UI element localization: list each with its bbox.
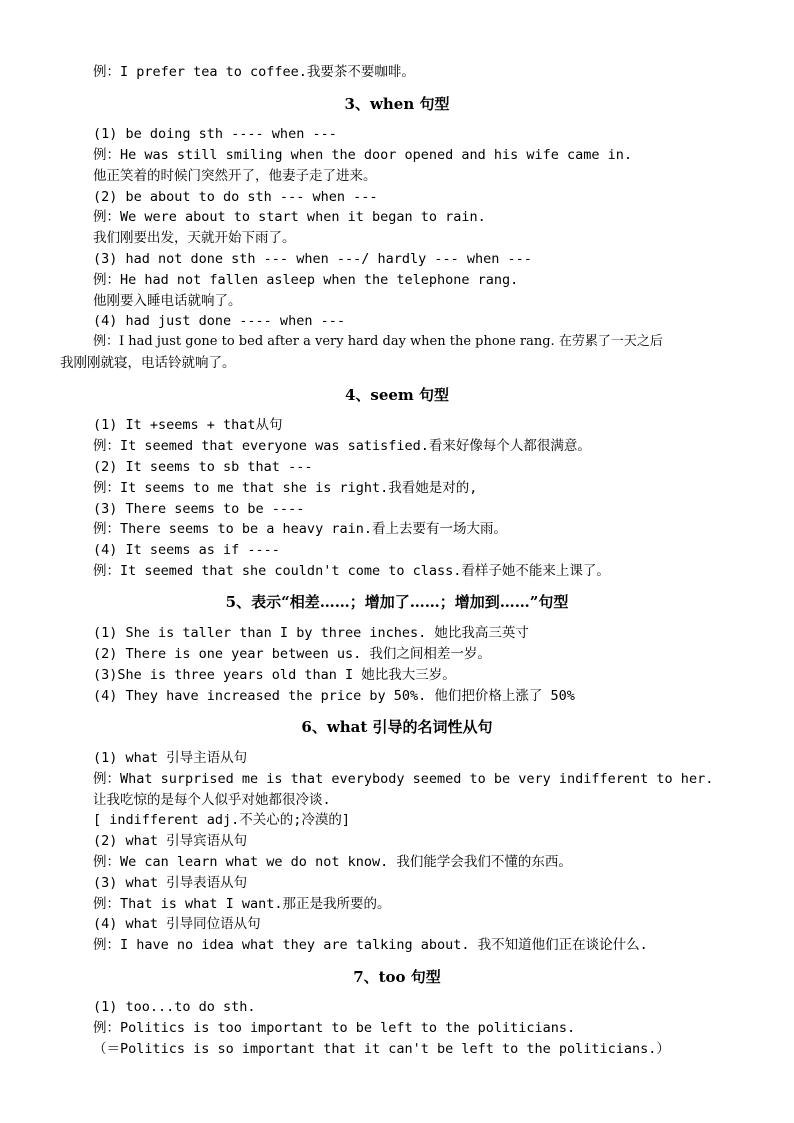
heading-when: 3、when 句型 — [344, 95, 450, 113]
s5-line-3: (3)She is three years old than I 她比我大三岁。 — [93, 667, 456, 683]
example-prefer: 例：I prefer tea to coffee.我要茶不要咖啡。 — [93, 64, 415, 80]
s6-line-2: 例：What surprised me is that everybody seemed to be very indifferent to her. — [93, 771, 714, 787]
s6-line-1: (1) what 引导主语从句 — [93, 750, 248, 766]
s3-line-12: 我刚刚就寝，电话铃就响了。 — [60, 355, 236, 371]
s7-line-1: (1) too...to do sth. — [93, 999, 256, 1015]
s3-line-10: (4) had just done ---- when --- — [93, 313, 345, 329]
s6-line-7: (3) what 引导表语从句 — [93, 875, 248, 891]
s4-line-1: (1) It +seems + that从句 — [93, 417, 283, 433]
heading-too: 7、too 句型 — [353, 968, 441, 986]
s3-line-5: 例：We were about to start when it began to rain. — [93, 209, 486, 225]
s3-line-1: (1) be doing sth ---- when --- — [93, 126, 337, 142]
s3-line-9: 他刚要入睡电话就响了。 — [93, 293, 242, 309]
s4-line-2: 例：It seemed that everyone was satisfied.看来好像每个人都很满意。 — [93, 438, 591, 454]
s4-line-7: (4) It seems as if ---- — [93, 542, 280, 558]
s4-line-5: (3) There seems to be ---- — [93, 501, 305, 517]
s6-line-5: (2) what 引导宾语从句 — [93, 833, 248, 849]
s5-line-2: (2) There is one year between us. 我们之间相差一岁。 — [93, 646, 491, 662]
s3-line-6: 我们刚要出发，天就开始下雨了。 — [93, 230, 296, 246]
s7-line-3: （＝Politics is so important that it can't be left to the politicians.） — [93, 1041, 670, 1057]
heading-what: 6、what 引导的名词性从句 — [301, 718, 493, 736]
heading-difference: 5、表示“相差……；增加了……；增加到……”句型 — [225, 593, 569, 611]
s6-line-9: (4) what 引导同位语从句 — [93, 916, 261, 932]
s4-line-6: 例：There seems to be a heavy rain.看上去要有一场大雨。 — [93, 521, 507, 537]
s3-line-3: 他正笑着的时候门突然开了，他妻子走了进来。 — [93, 168, 377, 184]
s6-line-10: 例：I have no idea what they are talking about. 我不知道他们正在谈论什么. — [93, 937, 648, 953]
s6-line-8: 例：That is what I want.那正是我所要的。 — [93, 896, 391, 912]
s3-line-11: 例：I had just gone to bed after a very hard day when the phone rang. 在劳累了一天之后 — [93, 334, 663, 349]
s3-line-2: 例：He was still smiling when the door opened and his wife came in. — [93, 147, 633, 163]
s5-line-4: (4) They have increased the price by 50%. 他们把价格上涨了 50% — [93, 688, 575, 704]
s4-line-4: 例：It seems to me that she is right.我看她是对的, — [93, 480, 478, 496]
s6-line-6: 例：We can learn what we do not know. 我们能学会我们不懂的东西。 — [93, 854, 572, 870]
s6-line-3: 让我吃惊的是每个人似乎对她都很冷谈. — [93, 792, 331, 808]
s3-line-8: 例：He had not fallen asleep when the telephone rang. — [93, 272, 519, 288]
heading-seem: 4、seem 句型 — [344, 386, 450, 404]
s4-line-3: (2) It seems to sb that --- — [93, 459, 313, 475]
s5-line-1: (1) She is taller than I by three inches. 她比我高三英寸 — [93, 625, 529, 641]
s6-line-4: [ indifferent adj.不关心的;冷漠的] — [93, 812, 351, 828]
s3-line-7: (3) had not done sth --- when ---/ hardly --- when --- — [93, 251, 532, 267]
s3-line-4: (2) be about to do sth --- when --- — [93, 189, 378, 205]
s4-line-8: 例：It seemed that she couldn't come to class.看样子她不能来上课了。 — [93, 563, 610, 579]
s7-line-2: 例：Politics is too important to be left to the politicians. — [93, 1020, 576, 1036]
